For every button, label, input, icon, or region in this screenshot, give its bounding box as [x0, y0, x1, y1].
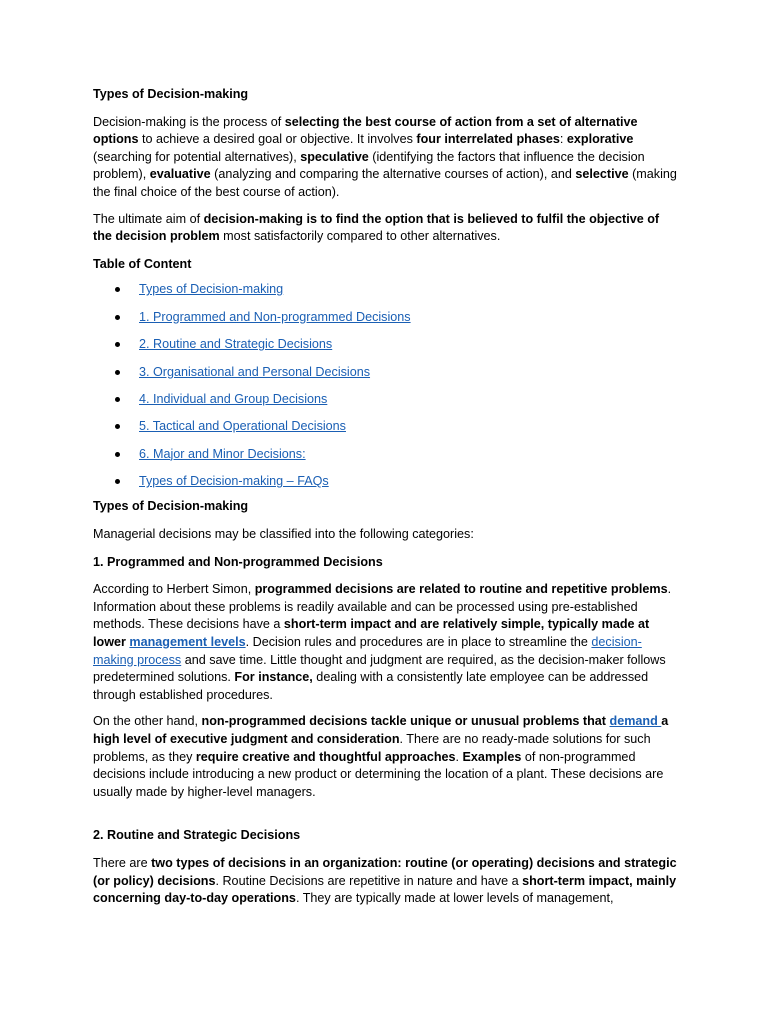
bullet-icon	[115, 479, 120, 484]
section-1-heading: 1. Programmed and Non-programmed Decisions	[93, 554, 383, 569]
bullet-icon	[115, 452, 120, 457]
bold-text: selecting the best course of action from a set of alternative options	[93, 114, 638, 147]
bullet-icon	[115, 342, 120, 347]
heading-types-of-decision-making: Types of Decision-making	[93, 87, 249, 101]
text: :	[559, 132, 567, 147]
bold-text: a high level of executive judgment and consideration	[93, 714, 669, 746]
text: According to Herbert Simon,	[93, 582, 255, 597]
text: (making the final choice of the best course of action).	[93, 167, 677, 199]
bold-text: require creative and thoughtful approaches	[195, 749, 456, 764]
non-programmed-paragraph	[93, 713, 678, 801]
text: of non-programmed decisions include introducing a new product or determining the location of a plant. These decisions are usually made by higher-level managers.	[93, 749, 664, 799]
text: . There are no ready-made solutions for such problems, as they	[93, 732, 651, 764]
toc-item	[93, 336, 678, 354]
toc-link-faqs[interactable]: Types of Decision-making – FAQs	[139, 474, 329, 489]
bold-text: speculative	[300, 149, 369, 164]
table-of-content-list	[93, 281, 678, 490]
bold-text: two types of decisions in an organization: routine (or operating) decisions and strategic (or policy) decisions	[93, 855, 677, 888]
bold-text: explorative	[566, 132, 634, 147]
toc-item	[93, 446, 678, 464]
section-2-heading: 2. Routine and Strategic Decisions	[93, 828, 301, 843]
bold-text: non-programmed decisions tackle unique or unusual problems that	[201, 714, 610, 729]
routine-paragraph	[93, 855, 678, 908]
toc-link-routine[interactable]: 2. Routine and Strategic Decisions	[139, 337, 333, 352]
text: (searching for potential alternatives),	[93, 149, 301, 164]
toc-item	[93, 281, 678, 299]
toc-item	[93, 473, 678, 491]
text: .	[455, 749, 463, 764]
text: (identifying the factors that influence the decision problem),	[93, 149, 645, 182]
bullet-icon	[115, 287, 120, 292]
text: Decision-making is the process of	[93, 114, 285, 129]
text: to achieve a desired goal or objective. It involves	[138, 132, 417, 147]
bullet-icon	[115, 397, 120, 402]
toc-link-types[interactable]: Types of Decision-making	[139, 282, 284, 297]
toc-link-organisational[interactable]: 3. Organisational and Personal Decisions	[139, 364, 371, 379]
bold-text: For instance,	[234, 670, 313, 685]
classified-paragraph: Managerial decisions may be classified into the following categories:	[93, 527, 474, 542]
text: . Information about these problems is readily available and can be processed using pre-established methods. These decisions have a	[93, 582, 672, 632]
text: There are	[93, 855, 152, 870]
toc-link-individual[interactable]: 4. Individual and Group Decisions	[139, 391, 328, 406]
toc-item	[93, 309, 678, 327]
text: . Routine Decisions are repetitive in nature and have a	[215, 873, 523, 888]
toc-link-tactical[interactable]: 5. Tactical and Operational Decisions	[139, 419, 346, 434]
heading-types-of-decision-making-2: Types of Decision-making	[93, 499, 249, 514]
aim-paragraph	[93, 211, 678, 246]
text: On the other hand,	[93, 714, 202, 729]
bullet-icon	[115, 370, 120, 375]
text: and save time. Little thought and judgment are required, as the decision-maker follows predetermined solutions.	[93, 652, 666, 685]
bold-text: programmed decisions are related to routine and repetitive problems	[254, 582, 668, 597]
bullet-icon	[115, 424, 120, 429]
toc-item	[93, 418, 678, 436]
management-levels-link[interactable]: management levels	[129, 635, 246, 650]
toc-item	[93, 391, 678, 409]
text: . Decision rules and procedures are in place to streamline the	[245, 635, 592, 650]
text: most satisfactorily compared to other alternatives.	[219, 229, 501, 244]
bold-text: decision-making is to find the option that is believed to fulfil the objective of the decision problem	[93, 211, 660, 244]
programmed-paragraph	[93, 581, 678, 704]
toc-link-major-minor[interactable]: 6. Major and Minor Decisions:	[139, 446, 306, 461]
bold-text: four interrelated phases	[416, 132, 560, 147]
bullet-icon	[115, 315, 120, 320]
text: (analyzing and comparing the alternative courses of action), and	[210, 167, 576, 182]
toc-item	[93, 364, 678, 382]
bold-text: short-term impact, mainly concerning day-to-day operations	[93, 873, 677, 906]
intro-paragraph	[93, 114, 678, 202]
text: dealing with a consistently late employee can be addressed through established procedures.	[93, 670, 649, 702]
decision-making-process-link[interactable]: decision-making process	[93, 635, 642, 667]
document-body	[93, 86, 678, 908]
bold-text: short-term impact and are relatively simple, typically made at lower	[93, 617, 650, 650]
bold-text: Examples	[462, 749, 522, 764]
text: . They are typically made at lower levels of management,	[295, 891, 614, 906]
demand-link[interactable]: demand	[609, 714, 662, 729]
table-of-content-heading: Table of Content	[93, 256, 192, 271]
bold-text: selective	[575, 167, 629, 182]
text: The ultimate aim of	[93, 211, 204, 226]
toc-link-programmed[interactable]: 1. Programmed and Non-programmed Decisions	[139, 309, 411, 324]
bold-text: evaluative	[149, 167, 211, 182]
